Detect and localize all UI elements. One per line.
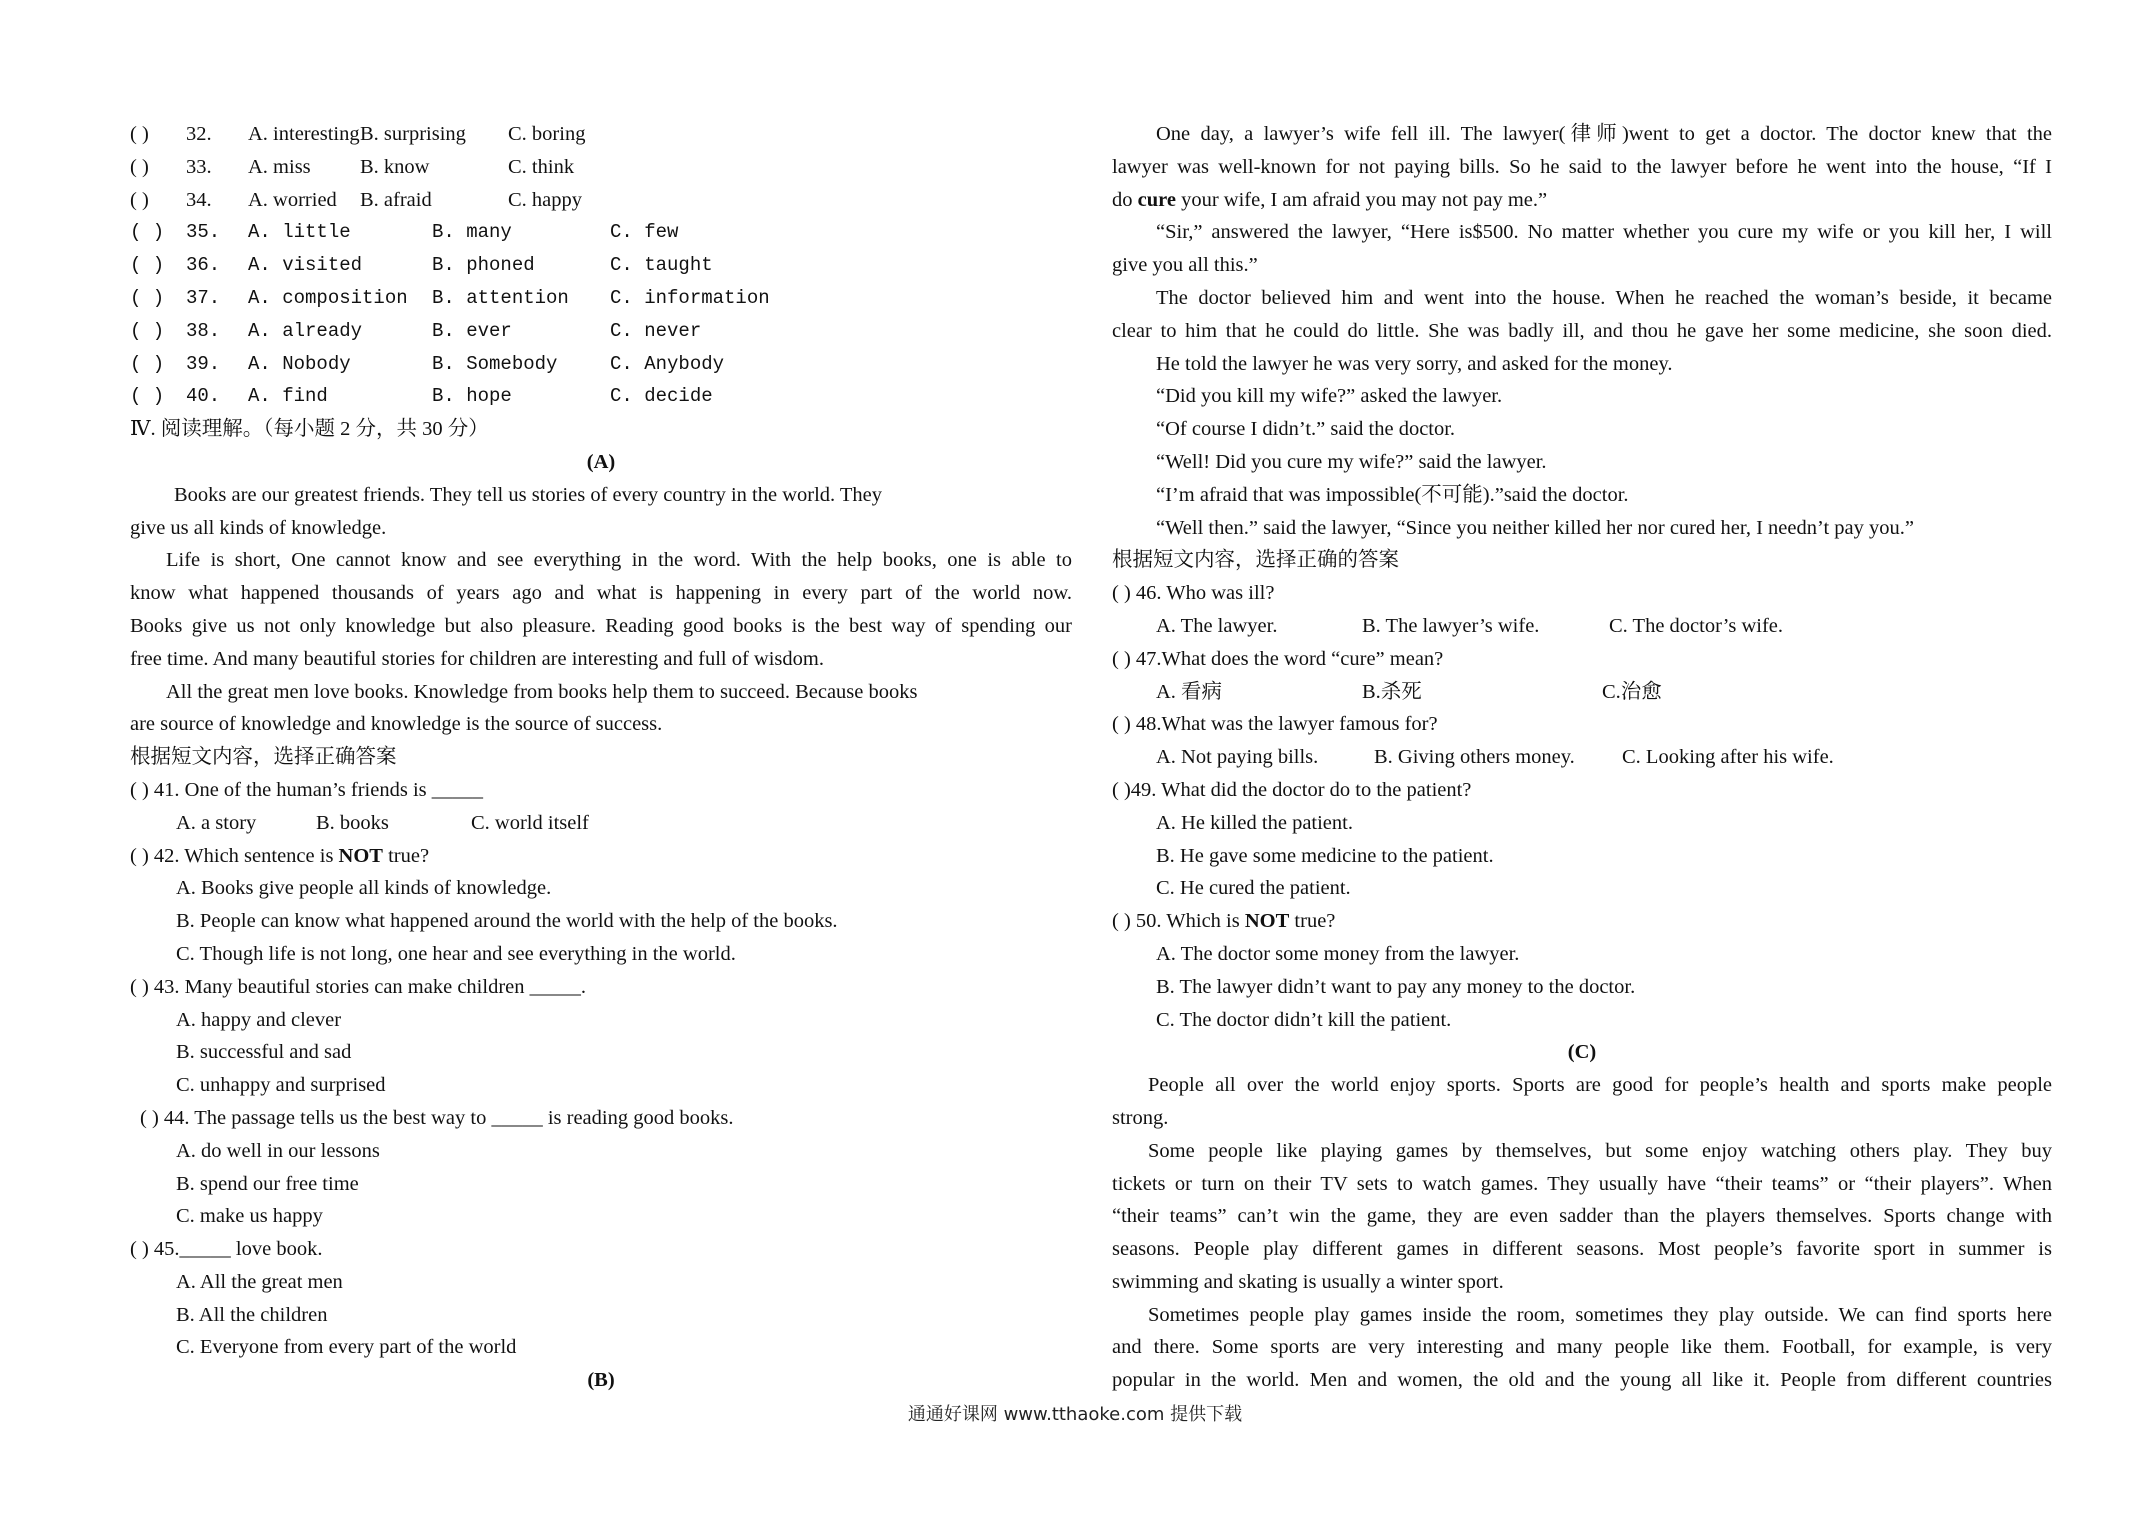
option-b: B. many	[432, 221, 512, 244]
option-b: B. phoned	[432, 254, 535, 277]
question-48-options	[1112, 741, 2052, 774]
question-50-option: B. The lawyer didn’t want to pay any money to the doctor.	[1156, 975, 1636, 998]
passage-b-line: give you all this.”	[1112, 254, 1258, 277]
passage-c-line: Sometimes people play games inside the room, sometimes they play outside. We can find sports here	[1148, 1303, 2052, 1326]
passage-a-line: free time. And many beautiful stories for children are interesting and full of wisdom.	[130, 647, 824, 670]
passage-b-text: do	[1112, 188, 1138, 211]
vocab-question-list	[130, 118, 1072, 413]
passage-b-line: “Sir,” answered the lawyer, “Here is$500. No matter whether you cure my wife or you kill her, I will	[1156, 221, 2052, 244]
question-number: 35.	[186, 221, 221, 244]
question-48: ( ) 48.What was the lawyer famous for?	[1112, 713, 1438, 736]
question-50-text-end: true?	[1289, 910, 1336, 933]
section-iv-heading: Ⅳ. 阅读理解。（每小题 2 分，共 30 分）	[130, 418, 489, 441]
question-number: 40.	[186, 385, 221, 408]
question-50-option: C. The doctor didn’t kill the patient.	[1156, 1008, 1452, 1031]
passage-b-line: “Well! Did you cure my wife?” said the lawyer.	[1156, 450, 1547, 473]
option-c: C. few	[610, 221, 679, 244]
question-45-option: B. All the children	[176, 1303, 328, 1326]
answer-blank: ( )	[130, 254, 165, 277]
option-b: B. The lawyer’s wife.	[1362, 614, 1540, 637]
vocab-question-row	[130, 315, 1072, 348]
right-column	[1112, 118, 2052, 1397]
passage-c-line: People all over the world enjoy sports. Sports are good for people’s health and sports make people	[1148, 1074, 2052, 1097]
answer-blank: ( )	[130, 286, 165, 309]
passage-a-line: Books are our greatest friends. They tell us stories of every country in the world. They	[174, 483, 883, 506]
option-b: B. attention	[432, 286, 569, 309]
passage-b-text: your wife, I am afraid you may not pay me.”	[1175, 188, 1548, 211]
option-c: C. decide	[610, 385, 713, 408]
question-42-not: NOT	[338, 844, 383, 867]
option-b: B. books	[316, 811, 389, 834]
passage-c-line: strong.	[1112, 1106, 1169, 1129]
question-50	[1112, 905, 2052, 938]
question-number: 38.	[186, 319, 221, 342]
answer-blank: ( )	[130, 352, 165, 375]
question-44-option: B. spend our free time	[176, 1172, 359, 1195]
vocab-question-row	[130, 380, 1072, 413]
vocab-question-row	[130, 348, 1072, 381]
passage-b-line: lawyer was well-known for not paying bills. So he said to the lawyer before he went into the house, “If I	[1112, 155, 2052, 178]
question-number: 32.	[186, 123, 212, 145]
question-42	[130, 840, 1072, 873]
passage-b-line: clear to him that he could do little. She was badly ill, and thou he gave her some medicine, she soon died.	[1112, 319, 2052, 342]
passage-b-line	[1112, 184, 2052, 217]
question-46-options	[1112, 610, 2052, 643]
question-46: ( ) 46. Who was ill?	[1112, 582, 1275, 605]
question-43-option: A. happy and clever	[176, 1008, 342, 1031]
option-b: B. Giving others money.	[1374, 746, 1575, 769]
option-b: B. Somebody	[432, 352, 558, 375]
question-number: 33.	[186, 155, 212, 178]
question-44-option: C. make us happy	[176, 1205, 323, 1228]
passage-b-line: “Did you kill my wife?” asked the lawyer.	[1156, 385, 1503, 408]
option-c: C. Looking after his wife.	[1622, 746, 1834, 769]
question-45: ( ) 45._____ love book.	[130, 1238, 323, 1261]
vocab-question-row	[130, 216, 1072, 249]
option-a: A. already	[248, 319, 363, 342]
option-a: A. a story	[176, 811, 257, 834]
vocab-question-row	[130, 282, 1072, 315]
answer-blank: ( )	[130, 155, 149, 178]
question-41: ( ) 41. One of the human’s friends is _____	[130, 778, 483, 801]
passage-c-line: swimming and skating is usually a winter sport.	[1112, 1270, 1504, 1293]
option-a: A. worried	[248, 188, 337, 211]
passage-a-line: give us all kinds of knowledge.	[130, 516, 387, 539]
answer-blank: ( )	[130, 385, 165, 408]
passage-a-label: (A)	[586, 450, 616, 473]
option-b: B. afraid	[360, 188, 432, 211]
question-43-option: B. successful and sad	[176, 1041, 352, 1064]
answer-blank: ( )	[130, 319, 165, 342]
passage-c-line: “their teams” can’t win the game, they are even sadder than the players themselves. Sports change with	[1112, 1205, 2052, 1228]
passage-b-line: One day, a lawyer’s wife fell ill. The lawyer(律师)went to get a doctor. The doctor knew that the	[1156, 123, 2052, 145]
question-43: ( ) 43. Many beautiful stories can make children _____.	[130, 975, 586, 998]
question-42-text-end: true?	[382, 844, 430, 867]
passage-a-line: know what happened thousands of years ago and what is happening in every part of the world now.	[130, 582, 1072, 605]
passage-b-line: “Well then.” said the lawyer, “Since you neither killed her nor cured her, I needn’t pay you.”	[1156, 516, 1914, 539]
vocab-question-row	[130, 184, 1072, 217]
passage-c-label: (C)	[1567, 1041, 1597, 1064]
option-b: B. surprising	[360, 123, 466, 145]
passage-c-line: tickets or turn on their TV sets to watch games. They usually have “their teams” or “their players”. When	[1112, 1172, 2052, 1195]
option-c: C. boring	[508, 123, 586, 145]
question-47: ( ) 47.What does the word “cure” mean?	[1112, 647, 1444, 670]
option-c: C. never	[610, 319, 702, 342]
passage-a-instruction: 根据短文内容，选择正确答案	[130, 746, 397, 769]
option-a: A. interesting	[248, 123, 360, 145]
option-c: C. happy	[508, 188, 583, 211]
vocab-question-row	[130, 249, 1072, 282]
passage-b-line: The doctor believed him and went into the house. When he reached the woman’s beside, it became	[1156, 286, 2052, 309]
answer-blank: ( )	[130, 123, 149, 145]
option-a: A. little	[248, 221, 351, 244]
left-column	[130, 118, 1072, 1397]
option-c: C. taught	[610, 254, 713, 277]
question-49-option: B. He gave some medicine to the patient.	[1156, 844, 1494, 867]
page-footer: 通通好课网 www.tthaoke.com 提供下载	[907, 1404, 1243, 1425]
question-42-option: A. Books give people all kinds of knowledge.	[176, 877, 552, 900]
option-b: B. know	[360, 155, 430, 178]
question-number: 36.	[186, 254, 221, 277]
passage-a-line: Life is short, One cannot know and see everything in the word. With the help books, one is able to	[166, 549, 1072, 572]
question-number: 39.	[186, 352, 221, 375]
passage-c-line: popular in the world. Men and women, the old and the young all like it. People from different countries	[1112, 1369, 2052, 1392]
passage-c-line: and there. Some sports are very interesting and many people like them. Football, for example, is very	[1112, 1336, 2052, 1359]
question-43-option: C. unhappy and surprised	[176, 1074, 386, 1097]
question-50-text: ( ) 50. Which is	[1112, 910, 1245, 933]
question-42-option: B. People can know what happened around the world with the help of the books.	[176, 910, 838, 933]
vocab-question-row	[130, 118, 1072, 151]
option-b: B.杀死	[1362, 680, 1422, 703]
question-45-option: C. Everyone from every part of the world	[176, 1336, 517, 1359]
question-45-option: A. All the great men	[176, 1270, 343, 1293]
passage-b-line: He told the lawyer he was very sorry, and asked for the money.	[1156, 352, 1673, 375]
option-c: C. think	[508, 155, 575, 178]
option-c: C. world itself	[471, 811, 589, 834]
option-a: A. Nobody	[248, 352, 351, 375]
option-a: A. The lawyer.	[1156, 614, 1278, 637]
passage-b-line: “Of course I didn’t.” said the doctor.	[1156, 418, 1456, 441]
option-c: C. The doctor’s wife.	[1609, 614, 1784, 637]
option-c: C. information	[610, 286, 770, 309]
answer-blank: ( )	[130, 221, 165, 244]
option-a: A. composition	[248, 286, 408, 309]
question-50-option: A. The doctor some money from the lawyer.	[1156, 942, 1520, 965]
passage-b-line: “I’m afraid that was impossible(不可能).”said the doctor.	[1156, 483, 1629, 506]
option-b: B. hope	[432, 385, 512, 408]
passage-a-line: All the great men love books. Knowledge from books help them to succeed. Because books	[166, 680, 918, 703]
option-a: A. 看病	[1156, 680, 1223, 703]
option-b: B. ever	[432, 319, 512, 342]
question-49-option: C. He cured the patient.	[1156, 877, 1351, 900]
question-42-option: C. Though life is not long, one hear and see everything in the world.	[176, 942, 736, 965]
question-49: ( )49. What did the doctor do to the patient?	[1112, 778, 1472, 801]
question-44: ( ) 44. The passage tells us the best way to _____ is reading good books.	[140, 1106, 734, 1129]
passage-c-line: seasons. People play different games in different seasons. Most people’s favorite sport in summer is	[1112, 1238, 2052, 1261]
vocab-question-row	[130, 151, 1072, 184]
passage-b-instruction: 根据短文内容，选择正确的答案	[1112, 549, 1399, 572]
option-a: A. Not paying bills.	[1156, 746, 1319, 769]
option-a: A. find	[248, 385, 328, 408]
question-50-not: NOT	[1244, 910, 1290, 933]
option-c: C.治愈	[1602, 680, 1662, 703]
question-42-text: ( ) 42. Which sentence is	[130, 844, 339, 867]
passage-a-line: Books give us not only knowledge but also pleasure. Reading good books is the best way of spending our	[130, 614, 1072, 637]
question-49-option: A. He killed the patient.	[1156, 811, 1353, 834]
passage-b-label: (B)	[587, 1369, 615, 1392]
answer-blank: ( )	[130, 188, 149, 211]
question-number: 37.	[186, 286, 221, 309]
option-c: C. Anybody	[610, 352, 725, 375]
option-a: A. visited	[248, 254, 363, 277]
passage-a-line: are source of knowledge and knowledge is the source of success.	[130, 713, 663, 736]
passage-c-line: Some people like playing games by themselves, but some enjoy watching others play. They buy	[1148, 1139, 2052, 1162]
passage-b-bold-word: cure	[1137, 188, 1176, 211]
option-a: A. miss	[248, 155, 311, 178]
question-44-option: A. do well in our lessons	[176, 1139, 380, 1162]
question-41-options	[130, 807, 1072, 840]
question-number: 34.	[186, 188, 212, 211]
question-47-options	[1112, 676, 2052, 709]
